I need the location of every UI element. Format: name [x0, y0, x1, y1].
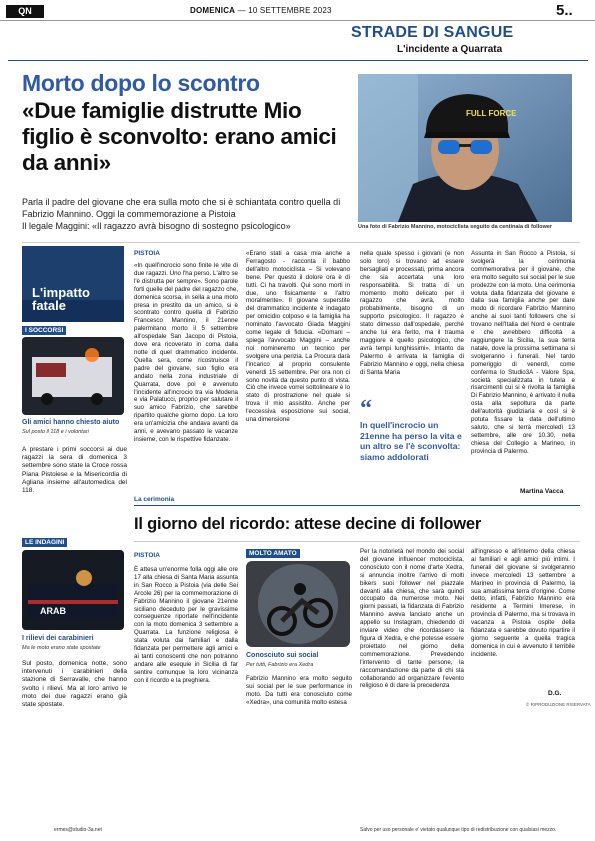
footer-disclaimer: Salvo per uso personale e' vietato qualunque tipo di redistribuzione con qualsiasi mezzo. — [360, 827, 557, 833]
social-caption-title: Conosciuto sui social — [246, 652, 319, 659]
motorcyclist-portrait-image — [358, 74, 572, 222]
quote-mark: “ — [360, 396, 372, 422]
subhead-legal: Il legale Maggini: «Il ragazzo avrà bisogno di sostegno psicologico» — [22, 221, 291, 231]
main-section-label: PISTOIA — [134, 250, 160, 257]
car-lettering: ARAB — [40, 606, 66, 616]
main-photo-caption — [358, 224, 578, 230]
ceremony-col-4: all'ingresso e all'interno della chiesa ai familiari e agli amici più intimi. I funerali del giovane si svolgeranno invece mercoledì 13 settembre a Marineo in provincia di Palermo, la sua amatissima terra d'origine. Come detto, infatti, Fabrizio Mannino era residente a Termini Imerese, in provincia di Palermo, ma si trovava in vacanza a Pistoia ospite della fidanzata e sarebbe dovuto ripartire il giorno seguente a quella tragica domenica in cui è avvenuto il terribile incidente. — [471, 548, 575, 658]
carabinieri-car-image — [22, 550, 124, 630]
biker-photo — [246, 561, 350, 647]
columns-divider — [22, 242, 580, 243]
ambulance-image — [22, 337, 124, 415]
article-subhead — [22, 196, 352, 232]
section-rubric: STRADE DI SANGUE — [351, 24, 514, 41]
soccorsi-title: Gli amici hanno chiesto aiuto — [22, 419, 120, 426]
page-number: 5.. — [556, 2, 573, 19]
indagini-subtitle: Ma le moto erano state spostate — [22, 645, 101, 651]
ceremony-section-label: PISTOIA — [134, 552, 160, 559]
indagini-text: Sul posto, domenica notte, sono intervenuti i carabinieri della stazione di Serravalle, che hanno svolto i rilievi. Ma al loro arrivo le moto dei due ragazzi erano già state spostate. — [22, 660, 127, 709]
photo-caption-text: Una foto di Fabrizio Mannino, motociclista seguito da centinaia di follower — [358, 224, 553, 230]
ceremony-tag: La cerimonia — [134, 496, 175, 503]
rubric-divider — [8, 60, 588, 61]
ambulance-photo — [22, 337, 124, 415]
ceremony-headline: Il giorno del ricordo: attese decine di follower — [134, 515, 482, 533]
main-col-3: nella quale spesso i giovani (e non solo loro) si trovano ad essere bersagliati e processati, prima ancora che sia accertata una loro responsabilità. Si tratta di un momento molto delicato per il ragazzo che avrà, molto probabilmente, bisogno di un supporto psicologico. Il ragazzo è stato dimesso dall'ospedale, perché anche lui era ferito, ma il trauma maggiore è quello psicologico, che avrà tempi lunghissimi». Intanto da Palermo è arrivata la famiglia di Fabrizio Mannino e oggi, nella chiesa di Santa Maria — [360, 250, 464, 376]
ceremony-divider — [134, 505, 580, 506]
indagini-title: I rilievi dei carabinieri — [22, 635, 94, 642]
subhead-text: Parla il padre del giovane che era sulla moto che si è schiantata contro quella di Fabrizio Mannino. Oggi la commemorazione a Pistoia — [22, 197, 341, 219]
article-kicker: Morto dopo lo scontro — [22, 70, 260, 96]
newspaper-logo: QN — [6, 5, 44, 18]
social-caption-subtitle: Per tutti, Fabrizio era Xedra — [246, 662, 314, 668]
impatto-fatale-box — [22, 246, 124, 322]
soccorsi-subtitle: Sul posto il 118 e i volontari — [22, 429, 89, 435]
impatto-fatale-label: L'impatto fatale — [32, 285, 90, 313]
soccorsi-text: A prestare i primi soccorsi ai due ragazzi la sera di domenica 3 settembre sono state la Croce rossa Piana Pistoiese e la Misericordia di Agliana insieme all'automedica del 118. — [22, 446, 127, 495]
main-col-1: «In quell'incrocio sono finite le vite di due ragazzi. Uno l'ha perso. L'altro se l'è distrutta per sempre». Sono parole forti quelle del padre del ragazzo che, domenica scorsa, in sella a una moto presa in prestito da un amico, si è scontrato contro quella di Fabrizio Francesco Mannino, il 21enne palermitano morto il 5 settembre all'ospedale San Jacopo di Pistoia, dove era ricoverato in coma dalla notte di quel drammatico incidente. Quella sera, come ricostruisce il padre del giovane, suo figlio era andato nella zona industriale di Quarrata, dove poi è avvenuto l'incidente all'incrocio tra via Modena e via Palatucci, proprio per salutare il suo amico Fabrizio, che sarebbe ripartito qualche giorno dopo. La loro era un'amicizia che andava avanti da anni, e avevano passato le vacanze insieme, con le rispettive fidanzate. — [134, 262, 238, 443]
rights-notice: © RIPRODUZIONE RISERVATA — [526, 702, 591, 707]
tag-molto-amato: MOLTO AMATO — [246, 549, 300, 558]
header-divider — [0, 20, 595, 21]
ceremony-col-2: Fabrizio Mannino era molto seguito sui social per le sue performance in moto. Da tutti era conosciuto come «Xedra», una comunità molto estesa — [246, 675, 352, 706]
tag-indagini: LE INDAGINI — [22, 538, 67, 547]
article-headline: «Due famiglie distrutte Mio figlio è sconvolto: erano amici da anni» — [22, 98, 337, 175]
carabinieri-photo — [22, 550, 124, 630]
ceremony-headline-rule — [134, 541, 580, 542]
main-photo — [358, 74, 572, 222]
biker-wheelie-image — [246, 561, 350, 647]
ceremony-col-3: Per la notorietà nel mondo dei social del giovane influencer motociclista, conosciuto con il nome d'arte Xedra, si annuncia inoltre l'arrivo di molti bikers suoi follower nel piazzale davanti alla chiesa, che sarà quindi occupato da numerose moto. Nei giorni passati, la fidanzata di Fabrizio Mannino aveva lanciato anche un appello su Instagram, chiedendo di inviare video che ricordassero la figura di Xedra, e che potesse essere proiettato nel giorno della commemorazione. Prevedendo l'intervento di tante persone, la raccomandazione da parte di chi sta collaborando ad organizzare l'evento religioso è di dare la precedenza — [360, 548, 464, 690]
pull-quote: In quell'incrocio un 21enne ha perso la vita e un altro se l'è sconvolta: siamo addolorati — [360, 420, 462, 462]
cap-logo-text: FULL FORCE — [466, 109, 517, 118]
ceremony-signature: D.G. — [548, 690, 562, 697]
issue-date-rest: — 10 SETTEMBRE 2023 — [237, 6, 332, 15]
main-signature: Martina Vacca — [520, 488, 564, 495]
section-rubric-sub: L'incidente a Quarrata — [397, 44, 503, 55]
main-col-4: Assunta in San Rocco a Pistoia, si svolgerà la cerimonia commemorativa per il giovane, che era molto seguito sui social per le sue prodezze con la moto. Una cerimonia voluta dalla fidanzata del giovane e dalla sua famiglia anche per dare modo di ricordare Fabrizio Mannino anche ai suoi tanti followers che si trovano nell'Italia del Nord e centrale e che avrebbero difficoltà a raggiungere la Sicilia, la sua terra natale, dove la prossima settimana si svolgeranno i funerali. Nel tardo pomeriggio di venerdì, come conferma lo Studio3A - Valore Spa, società specializzata in tutela e risarcimenti cui si è rivolta la famiglia Di Fabrizio Mannino, è arrivato il nulla osta alla sepoltura da parte dell'autorità giudiziaria e così si è potuta fissare la data dell'ultimo saluto, che si terrà mercoledì 13 settembre, alle ore 10.30, nella chiesa del Collegio a Marineo, in provincia di Palermo. — [471, 250, 575, 455]
ceremony-col-1: È attesa un'enorme folla oggi alle ore 17 alla chiesa di Santa Maria assunta in San Rocco a Pistoia (via delle Sei Arcole 26) per la commemorazione di Fabrizio Mannino il giovane 21enne siciliano deceduto per le gravissime conseguenze riportate nell'incidente con la moto domenica 3 settembre a Quarrata. La funzione religiosa è stata voluta dai familiari e dalla fidanzata per permettere agli amici e ai tanti conoscenti che non potranno andare alle esequie in Sicilia di far sentire comunque la loro vicinanza con il ricordo e la preghiera. — [134, 566, 238, 684]
footer-email: ermes@studio-3a.net — [54, 827, 102, 833]
issue-date — [190, 6, 332, 15]
main-col-2: «Erano stati a casa mia anche a Ferragosto - racconta il babbo dell'altro motociclista – Si volevano bene. Per questo il dolore ora è di tutti. Ci ha travolti. Qui sono morti in due, uno fisicamente e l'altro moralmente». Il giovane superstite del drammatico incidente è indagato per omicidio colposo e la famiglia ha nominato l'avvocato Giada Maggini come legale di fiducia. «Domani – spiega l'avvocato Maggini – anche noi nomineremo un tecnico per svolgere una perizia. La Procura darà l'incarico al proprio consulente venerdì 15 settembre. Per ora non ci sono novità da questo punto di vista. Ciò che invece vorrei sottolineare è lo stato di prostrazione nel quale si trova il mio assistito. Anche per l'eccessiva esposizione sui social, una dimensione — [246, 250, 350, 424]
tag-soccorsi: I SOCCORSI — [22, 326, 66, 335]
issue-day: DOMENICA — [190, 6, 236, 15]
